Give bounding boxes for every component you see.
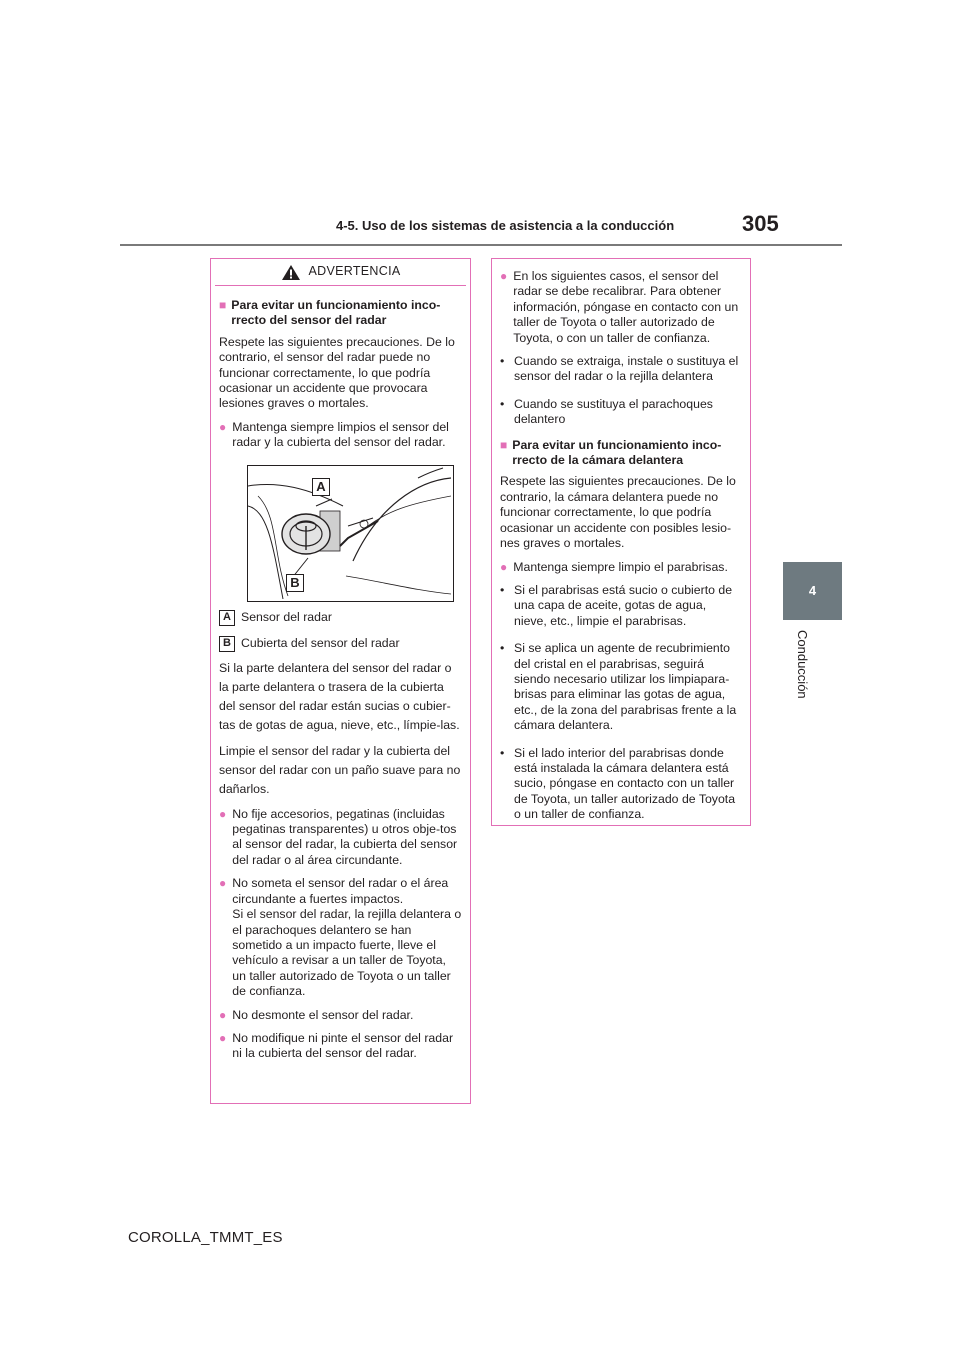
chapter-label-text: Conducción	[795, 630, 810, 699]
legend-a-text: Sensor del radar	[241, 609, 332, 624]
circle-bullet-icon: ●	[500, 559, 508, 574]
list-item	[500, 560, 742, 575]
sub-item-text: Si el lado interior del parabrisas donde está instalada la cámara delantera está sucio, póngase en contacto con un taller de Toyota, un taller autorizado de Toyota o un taller de confianza.	[514, 745, 736, 822]
cleaning-paragraph: Si la parte delantera del sensor del radar o la parte delantera o trasera de la cubierta del sensor del radar están sucias o cubier-tas de gotas de agua, nieve, etc., límpie-las.	[219, 660, 460, 732]
figure-label-b: B	[286, 574, 304, 592]
radar-sensor-figure	[247, 465, 454, 602]
warning-intro: Respete las siguientes precauciones. De lo contrario, la cámara delantera puede no funcionar correctamente, lo que podría ocasionar un accidente con posibles lesio-nes graves o mortales.	[500, 474, 736, 551]
legend-b	[219, 636, 462, 652]
list-item-text-part: Si el sensor del radar, la rejilla delantera o el parachoques delantero se han sometido a un impacto fuerte, lleve el vehículo a revisar a un taller de Toyota, un taller autorizado de Toyota o un taller de confianza.	[232, 907, 462, 999]
circle-bullet-icon: ●	[219, 806, 227, 821]
cleaning-paragraph-2: Limpie el sensor del radar y la cubierta del sensor del radar con un paño suave para no dañarlos.	[219, 743, 461, 796]
warning-title: ADVERTENCIA	[308, 264, 401, 279]
bullet-point: •	[500, 396, 505, 411]
list-item	[219, 420, 462, 451]
header-rule	[120, 244, 842, 246]
list-item	[219, 1031, 462, 1062]
circle-bullet-icon: ●	[219, 876, 227, 891]
bullet-point: •	[500, 641, 505, 656]
list-item	[500, 269, 742, 346]
warning-intro: Respete las siguientes precauciones. De lo contrario, el sensor del radar puede no funcionar correctamente, lo que podría ocasionar un accidente que provocara lesiones graves o mortales.	[219, 334, 455, 411]
figure-label-a: A	[312, 478, 330, 496]
list-item-text	[232, 876, 462, 999]
list-item-text: Mantenga siempre limpio el parabrisas.	[513, 559, 728, 574]
circle-bullet-icon: ●	[219, 1030, 227, 1045]
sub-item	[500, 354, 742, 385]
list-item-text: No fije accesorios, pegatinas (incluidas pegatinas transparentes) u otros obje-tos al sensor del radar, la cubierta del sensor del radar o al área circundante.	[232, 806, 458, 867]
continued-warning-box	[491, 258, 751, 826]
sub-item	[500, 746, 742, 823]
page-number: 305	[742, 211, 779, 236]
chapter-tab: 4	[783, 562, 842, 620]
legend-b-key: B	[219, 636, 235, 652]
sub-item	[500, 641, 742, 733]
bullet-point: •	[500, 354, 505, 369]
section-title: 4-5. Uso de los sistemas de asistencia a la conducción	[336, 218, 675, 233]
sub-item-text: Si se aplica un agente de recubrimiento del cristal en el parabrisas, seguirá siendo necesario utilizar los limpiapara-brisas para eliminar las gotas de agua, etc., de la zona del parabrisas frente a la cámara delantera.	[514, 641, 737, 733]
circle-bullet-icon: ●	[500, 269, 508, 283]
car-front-illustration	[248, 466, 451, 599]
legend-a-key: A	[219, 610, 235, 626]
bullet-point: •	[500, 582, 505, 597]
list-item-text: Mantenga siempre limpios el sensor del radar y la cubierta del sensor del radar.	[232, 419, 449, 450]
warning-heading	[219, 298, 462, 329]
warning-triangle-icon	[281, 264, 301, 281]
sub-item-text: Cuando se extraiga, instale o sustituya el sensor del radar o la rejilla delantera	[514, 354, 739, 384]
warning-box	[210, 258, 471, 1104]
list-item-text: En los siguientes casos, el sensor del radar se debe recalibrar. Para obtener información, póngase en contacto con un taller de Toyota o taller autorizado de Toyota, o con un taller de confianza.	[513, 269, 739, 345]
bullet-point: •	[500, 745, 505, 760]
circle-bullet-icon: ●	[219, 1007, 227, 1022]
legend-a	[219, 610, 462, 626]
sub-item-text: Cuando se sustituya el parachoques delantero	[514, 396, 713, 427]
warning-heading	[500, 438, 742, 469]
sub-item	[500, 583, 742, 629]
list-item	[219, 876, 462, 999]
warning-heading-text: Para evitar un funcionamiento inco-rrecto del sensor del radar	[231, 298, 441, 328]
sub-item-text: Si el parabrisas está sucio o cubierto de una capa de aceite, gotas de agua, nieve, etc., limpie el parabrisas.	[514, 582, 733, 628]
warning-heading-text: Para evitar un funcionamiento inco-rrecto de la cámara delantera	[512, 437, 722, 468]
square-bullet-icon: ■	[500, 437, 508, 452]
sub-item	[500, 397, 742, 428]
list-item-text-part: No someta el sensor del radar o el área circundante a fuertes impactos.	[232, 876, 449, 906]
list-item-text: No desmonte el sensor del radar.	[232, 1007, 414, 1022]
chapter-label	[796, 630, 810, 706]
circle-bullet-icon: ●	[219, 419, 227, 434]
square-bullet-icon: ■	[219, 298, 227, 312]
list-item	[219, 1008, 462, 1023]
list-item-text: No modifique ni pinte el sensor del radar ni la cubierta del sensor del radar.	[232, 1030, 454, 1061]
legend-b-text: Cubierta del sensor del radar	[241, 635, 400, 650]
document-code: COROLLA_TMMT_ES	[128, 1229, 283, 1246]
list-item	[219, 807, 462, 869]
warning-header	[215, 259, 466, 286]
